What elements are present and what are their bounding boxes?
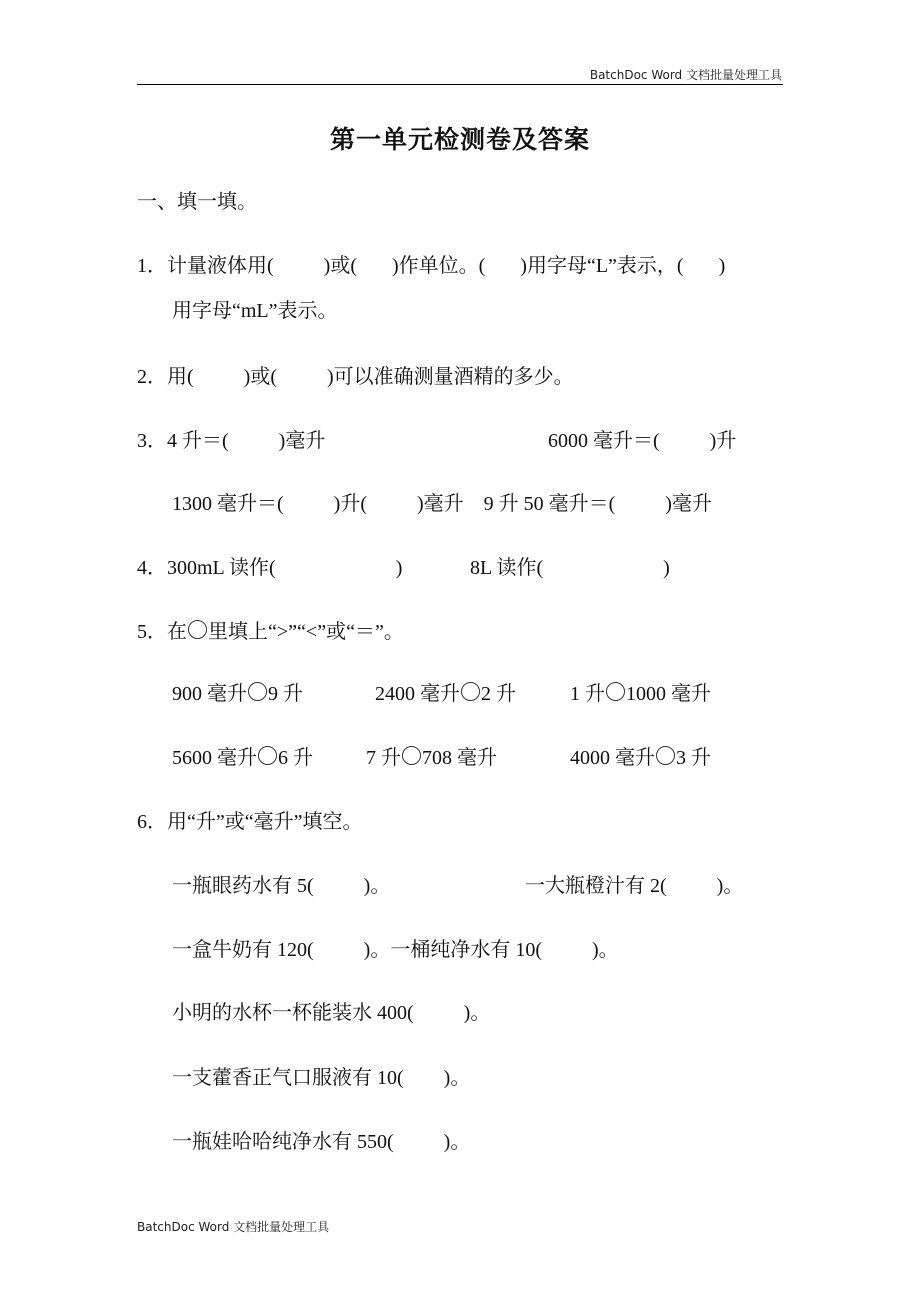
compare-circle-icon [656, 746, 675, 765]
question-6-a: 一瓶眼药水有 5( )。 [172, 875, 391, 897]
compare-right: 6 升 [278, 747, 313, 769]
compare-item [172, 744, 313, 772]
question-6-e: 一支藿香正气口服液有 10( )。 [172, 1067, 471, 1089]
question-4-a: 4．300mL 读作( ) [137, 557, 403, 579]
question-2: 2．用( )或( )可以准确测量酒精的多少。 [137, 366, 574, 388]
compare-circle-icon [402, 746, 421, 765]
question-6-c: 一盒牛奶有 120( )。一桶纯净水有 10( )。 [172, 939, 619, 961]
question-5-stem [137, 618, 404, 646]
question-3-a: 3．4 升＝( )毫升 [137, 430, 326, 452]
compare-left: 4000 毫升 [570, 747, 655, 769]
compare-left: 5600 毫升 [172, 747, 257, 769]
question-6-d: 小明的水杯一杯能装水 400( )。 [172, 1002, 491, 1024]
compare-item [570, 744, 711, 772]
compare-right: 3 升 [676, 747, 711, 769]
compare-right: 1000 毫升 [626, 683, 711, 705]
compare-circle-icon [258, 746, 277, 765]
compare-item [570, 680, 711, 708]
question-5-prefix: 5．在 [137, 621, 187, 643]
compare-left: 1 升 [570, 683, 605, 705]
question-5-suffix: 里填上“>”“<”或“＝”。 [208, 621, 404, 643]
question-1-line-2: 用字母“mL”表示。 [172, 300, 338, 322]
compare-item [172, 680, 303, 708]
question-4-b: 8L 读作( ) [470, 557, 670, 579]
compare-circle-icon [461, 682, 480, 701]
compare-left: 900 毫升 [172, 683, 247, 705]
question-1-line-1: 1．计量液体用( )或( )作单位。( )用字母“L”表示，( ) [137, 255, 726, 277]
header-rule [137, 84, 783, 85]
circle-icon [188, 620, 207, 639]
compare-item [366, 744, 497, 772]
compare-item [375, 680, 516, 708]
question-6-stem: 6．用“升”或“毫升”填空。 [137, 811, 363, 833]
page-header: BatchDoc Word 文档批量处理工具 [589, 68, 782, 82]
question-3-c: 1300 毫升＝( )升( )毫升 9 升 50 毫升＝( )毫升 [172, 493, 712, 515]
page-footer: BatchDoc Word 文档批量处理工具 [137, 1220, 330, 1234]
compare-circle-icon [606, 682, 625, 701]
compare-right: 708 毫升 [422, 747, 497, 769]
question-6-f: 一瓶娃哈哈纯净水有 550( )。 [172, 1131, 471, 1153]
compare-left: 2400 毫升 [375, 683, 460, 705]
compare-right: 9 升 [268, 683, 303, 705]
compare-left: 7 升 [366, 747, 401, 769]
compare-right: 2 升 [481, 683, 516, 705]
question-6-b: 一大瓶橙汁有 2( )。 [525, 875, 744, 897]
section-heading: 一、填一填。 [137, 191, 257, 213]
page-title: 第一单元检测卷及答案 [329, 125, 590, 154]
question-3-b: 6000 毫升＝( )升 [548, 430, 737, 452]
compare-circle-icon [248, 682, 267, 701]
